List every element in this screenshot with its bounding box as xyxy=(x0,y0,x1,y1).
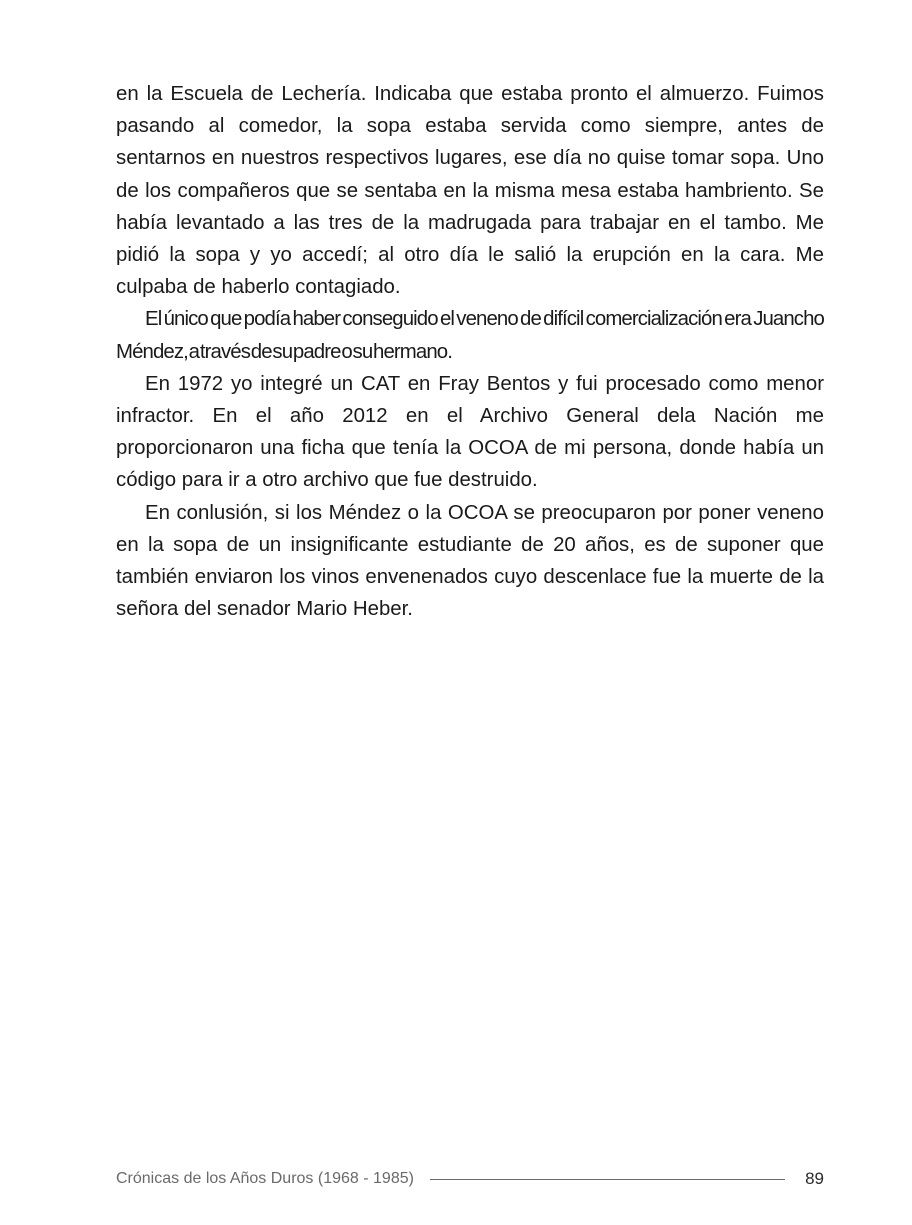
paragraph-juancho: El único que podía haber conseguido el veneno de difícil comercialización era Juancho Méndez, a través de su padre o su hermano. xyxy=(116,308,824,363)
paragraph-continuation: en la Escuela de Lechería. Indicaba que estaba pronto el almuerzo. Fuimos pasando al comedor, la sopa estaba servida como siempre, antes de sentarnos en nuestros respectivos lugares, ese día no quise tomar sopa. Uno de los compañeros que se sentaba en la misma mesa estaba hambriento. Se había levantado a las tres de la madrugada para trabajar en el tambo. Me pidió la sopa y yo accedí; al otro día le salió la erupción en la cara. Me culpaba de haberlo contagiado. xyxy=(116,83,824,299)
paragraph-1972: En 1972 yo integré un CAT en Fray Bentos y fui procesado como menor infractor. En el año 2012 en el Archivo General dela Nación me proporcionaron una ficha que tenía la OCOA de mi persona, donde había un código para ir a otro archivo que fue destruido. xyxy=(116,372,824,492)
page-body xyxy=(116,78,824,625)
page-number: 89 xyxy=(805,1169,824,1188)
footer-divider xyxy=(430,1179,785,1180)
paragraph-conclusion: En conlusión, si los Méndez o la OCOA se preocuparon por poner veneno en la sopa de un insignificante estudiante de 20 años, es de suponer que también enviaron los vinos envenenados cuyo descenlace fue la muerte de la señora del senador Mario Heber. xyxy=(116,501,824,621)
footer-book-title: Crónicas de los Años Duros (1968 - 1985) xyxy=(116,1170,414,1187)
page-footer xyxy=(116,1167,824,1191)
